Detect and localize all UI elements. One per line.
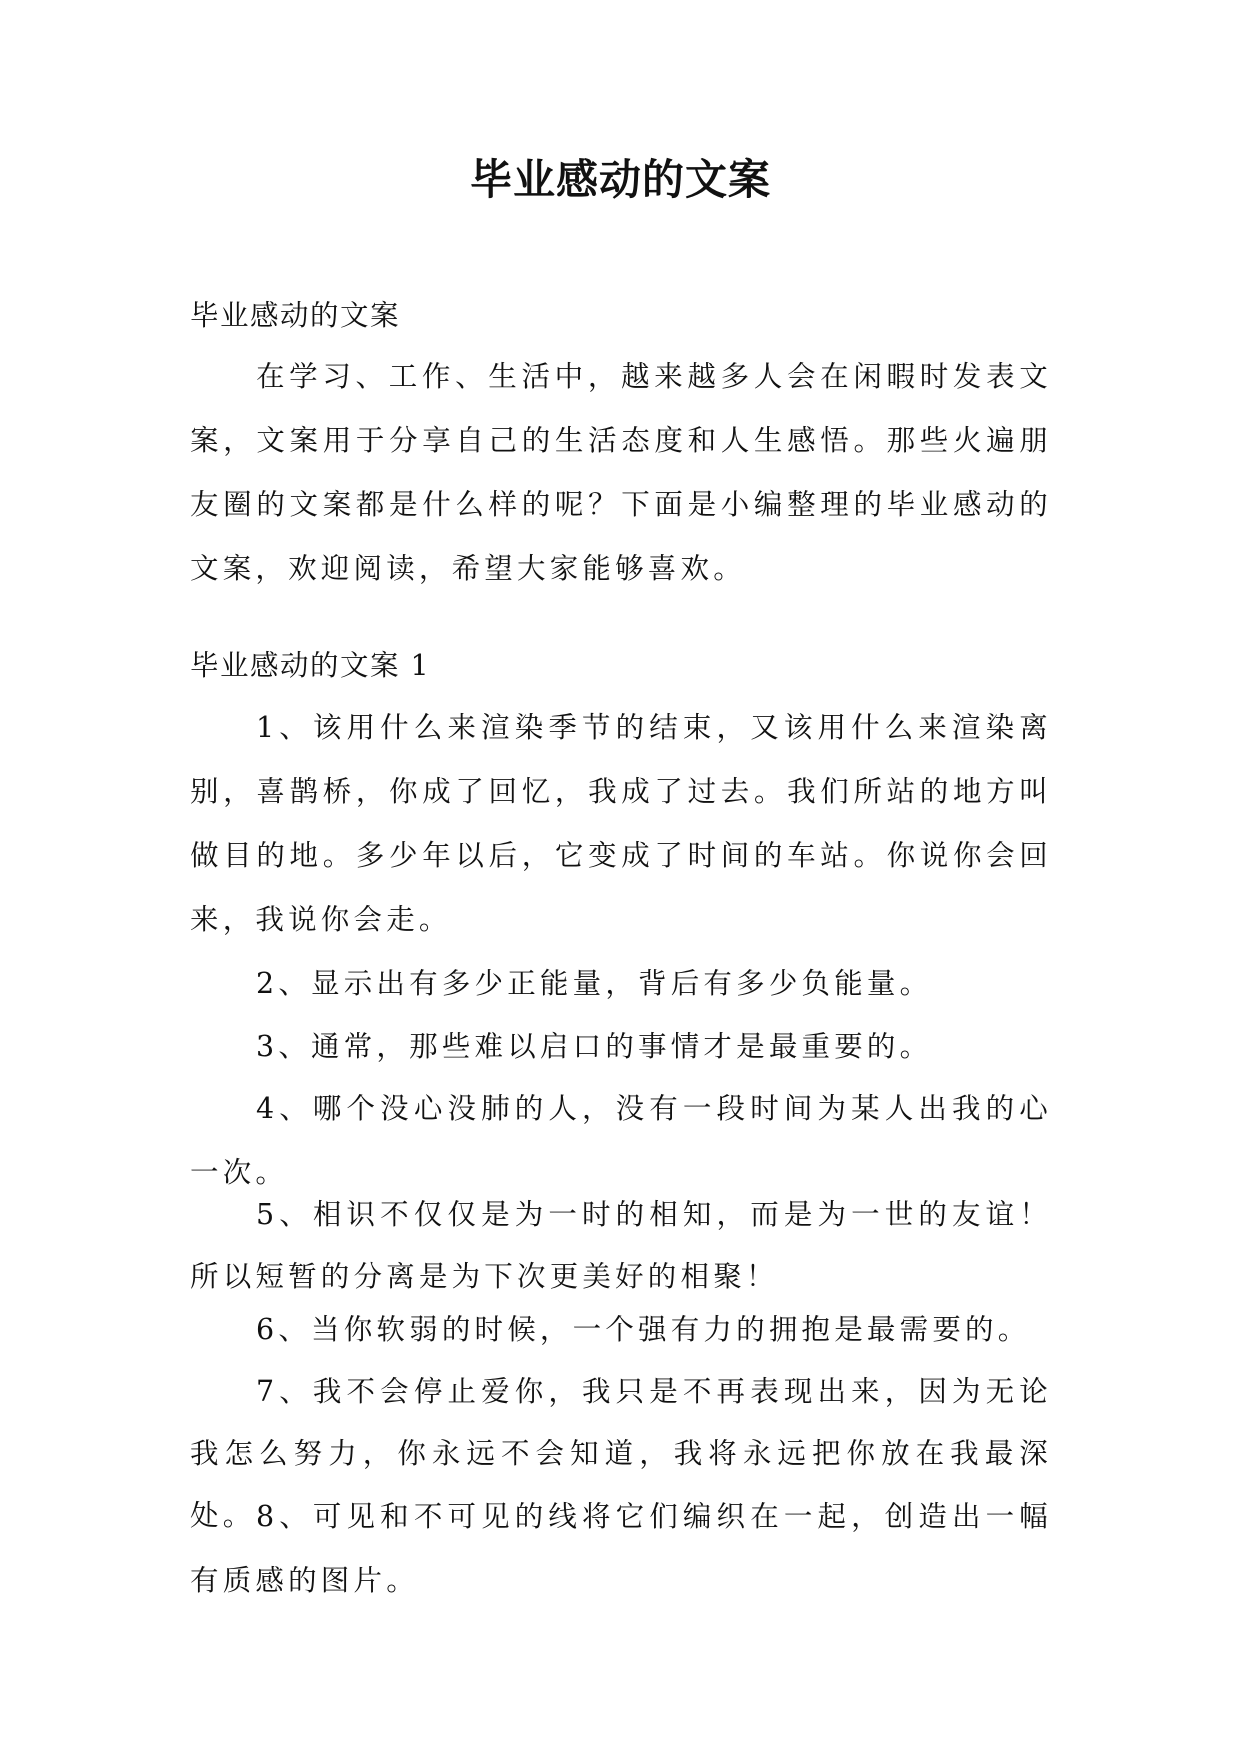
- list-item: 2、显示出有多少正能量，背后有多少负能量。: [256, 967, 933, 1000]
- document-title: 毕业感动的文案: [469, 155, 771, 204]
- list-item: 6、当你软弱的时候，一个强有力的拥抱是最需要的。: [256, 1313, 1031, 1346]
- list-item: 7、我不会停止爱你，我只是不再表现出来，因为无论我怎么努力，你永远不会知道，我将永远把你放在我最深处。: [190, 1375, 1052, 1532]
- intro-heading: 毕业感动的文案: [190, 299, 401, 332]
- list-item: 8、可见和不可见的线将它们编织在一起，创造出一幅有质感的图片。: [190, 1500, 1052, 1597]
- section-heading: 毕业感动的文案 1: [190, 649, 431, 682]
- list-item: 3、通常，那些难以启口的事情才是最重要的。: [256, 1030, 933, 1063]
- intro-paragraph: 在学习、工作、生活中，越来越多人会在闲暇时发表文案，文案用于分享自己的生活态度和人生感悟。那些火遍朋友圈的文案都是什么样的呢？下面是小编整理的毕业感动的文案，欢迎阅读，希望大家能够喜欢。: [190, 360, 1052, 585]
- list-item: 4、哪个没心没肺的人，没有一段时间为某人出我的心一次。: [190, 1092, 1052, 1189]
- list-item: 5、相识不仅仅是为一时的相知，而是为一世的友谊！所以短暂的分离是为下次更美好的相聚！: [190, 1198, 1052, 1293]
- list-item: 1、该用什么来渲染季节的结束，又该用什么来渲染离别，喜鹊桥，你成了回忆，我成了过去。我们所站的地方叫做目的地。多少年以后，它变成了时间的车站。你说你会回来，我说你会走。: [190, 711, 1052, 936]
